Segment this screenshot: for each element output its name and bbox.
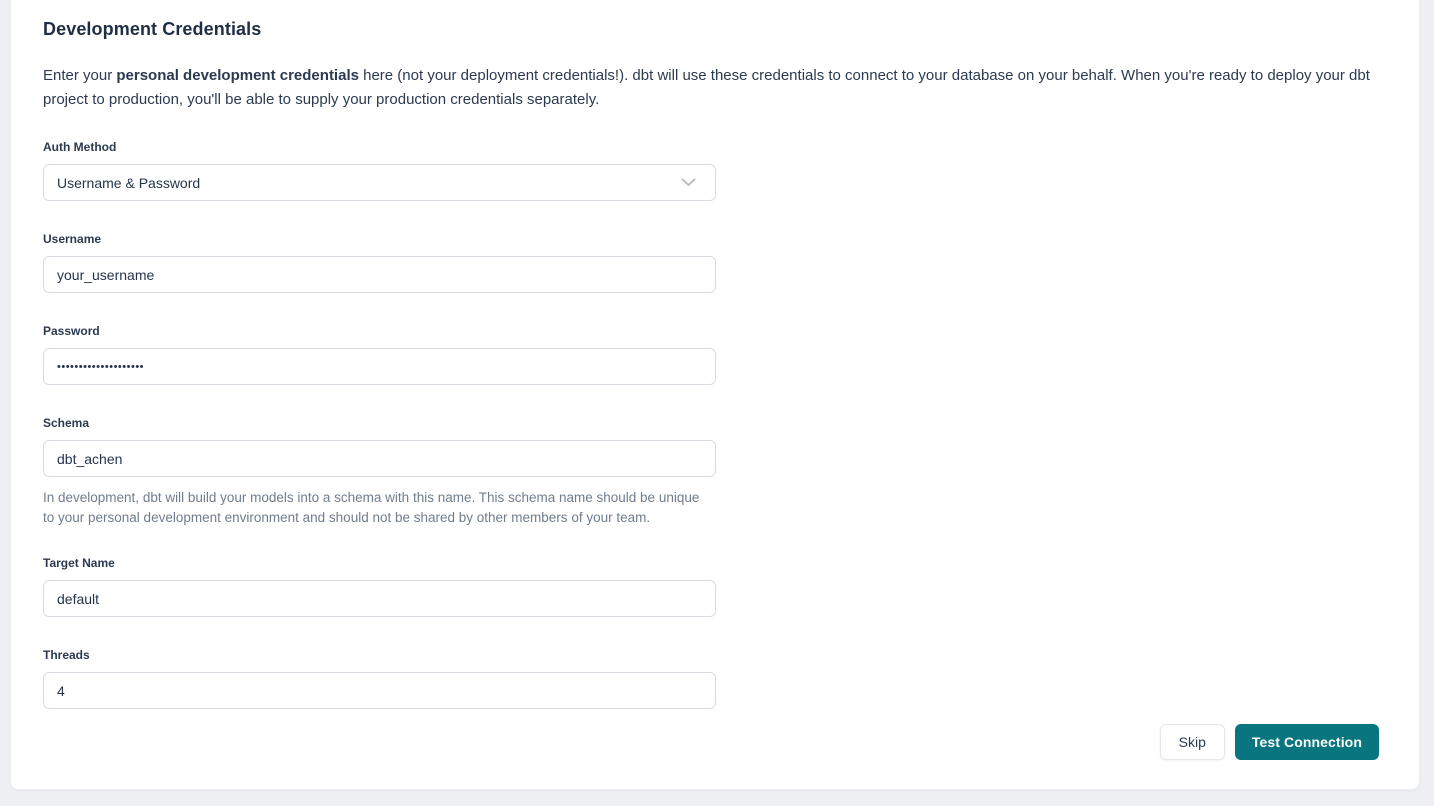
auth-method-field-group [43,140,716,201]
auth-method-label: Auth Method [43,140,117,154]
password-field-group [43,324,716,385]
threads-field-group [43,648,716,709]
threads-input[interactable] [43,672,716,709]
credentials-card [10,0,1420,790]
target-name-label: Target Name [43,556,115,570]
schema-label: Schema [43,416,90,430]
target-name-input[interactable] [43,580,716,617]
username-field-group [43,232,716,293]
page-title: Development Credentials [43,19,262,39]
schema-input[interactable] [43,440,716,477]
intro-text-end: here (not your deployment credentials!). dbt will use these credentials to connect to your database on your behalf. When you're ready to deploy your dbt project to production, you'll be able to supply your production credentials separately. [43,67,1370,108]
password-label: Password [43,324,100,338]
chevron-down-icon [681,178,696,187]
intro-paragraph [43,64,1371,112]
threads-label: Threads [43,648,90,662]
username-input[interactable] [43,256,716,293]
form-actions [1160,724,1379,760]
schema-help-text: In development, dbt will build your models into a schema with this name. This schema name should be unique to your personal development environment and should not be shared by other members of your team. [43,490,700,525]
skip-button[interactable]: Skip [1160,724,1225,760]
intro-text-start: Enter your [43,67,117,84]
username-label: Username [43,232,102,246]
intro-text-bold: personal development credentials [116,67,359,84]
auth-method-select[interactable] [43,164,716,201]
auth-method-selected-value: Username & Password [57,174,201,191]
schema-field-group [43,416,716,528]
password-input[interactable] [43,348,716,385]
test-connection-button[interactable]: Test Connection [1235,724,1379,760]
target-name-field-group [43,556,716,617]
